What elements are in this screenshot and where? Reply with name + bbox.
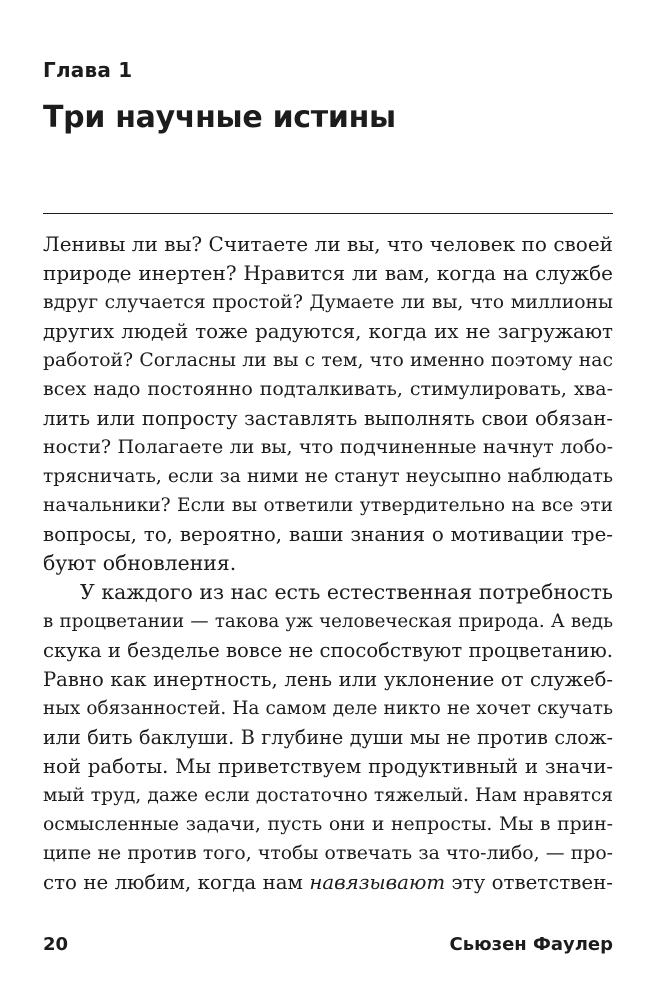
text-line: всех надо постоянно подталкивать, стимулировать, хва- <box>43 378 613 400</box>
text-line: трясничать, если за ними не станут неусыпно наблюдать <box>43 466 613 487</box>
text-segment: эту ответствен- <box>445 871 613 894</box>
text-line: У каждого из нас есть естественная потребность <box>80 580 613 604</box>
text-segment: сто не любим, когда нам <box>43 871 310 894</box>
text-line: Ленивы ли вы? Считаете ли вы, что человек по своей <box>43 232 613 256</box>
text-line: осмысленные задачи, пусть они и непросты. Мы в прин- <box>43 814 613 835</box>
page-number: 20 <box>43 934 69 955</box>
chapter-label: Глава 1 <box>43 58 133 82</box>
text-line: мый труд, даже если достаточно тяжелый. Нам нравятся <box>43 785 613 806</box>
text-line: работой? Согласны ли вы с тем, что именно поэтому нас <box>43 350 613 371</box>
text-line: Равно как инертность, лень или уклонение от служеб- <box>43 668 613 691</box>
text-line: ных обязанностей. На самом деле никто не хочет скучать <box>43 698 613 719</box>
text-line: или бить баклуши. В глубине души мы не против слож- <box>43 726 613 749</box>
text-line: лить или попросту заставлять выполнять свои обязан- <box>43 407 613 430</box>
text-line: вдруг случается простой? Думаете ли вы, что миллионы <box>43 292 613 313</box>
chapter-title: Три научные истины <box>43 100 396 135</box>
body-text <box>43 230 613 897</box>
text-line: скука и безделье вовсе не способствуют процветанию. <box>43 639 613 662</box>
text-line <box>43 868 613 897</box>
text-line: в процветании — такова уж человеческая природа. А ведь <box>43 611 613 632</box>
text-line: ной работы. Мы приветствуем продуктивный и значи- <box>43 755 613 778</box>
text-line: ности? Полагаете ли вы, что подчиненные начнут лобо- <box>43 436 613 458</box>
text-line: ципе не против того, чтобы отвечать за что-либо, — про- <box>43 843 613 864</box>
text-line: других людей тоже радуются, когда их не загружают <box>43 320 613 343</box>
text-line: буют обновления. <box>43 551 237 575</box>
text-line: вопросы, то, вероятно, ваши знания о мотивации тре- <box>43 523 613 546</box>
author-name: Сьюзен Фаулер <box>449 934 613 955</box>
emphasized-word: навязывают <box>309 871 446 894</box>
text-line: начальники? Если вы ответили утвердительно на все эти <box>43 495 613 516</box>
title-divider <box>43 213 613 214</box>
text-line: природе инертен? Нравится ли вам, когда на службе <box>43 261 613 285</box>
